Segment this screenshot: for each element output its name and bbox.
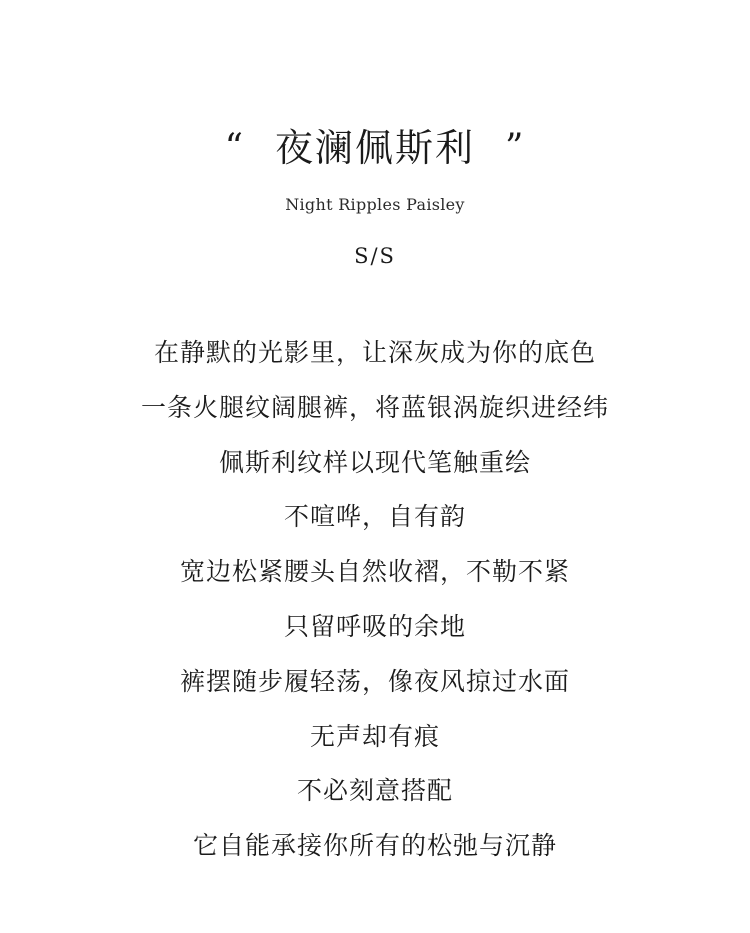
poem-line: 宽边松紧腰头自然收褶，不勒不紧 bbox=[179, 557, 570, 587]
poem-text bbox=[0, 332, 750, 880]
poem-line: 一条火腿纹阔腿裤，将蓝银涡旋织进经纬 bbox=[140, 392, 609, 422]
close-quote-mark: ” bbox=[505, 127, 526, 168]
poem-line: 在静默的光影里，让深灰成为你的底色 bbox=[153, 338, 596, 367]
poem-line: 不必刻意搭配 bbox=[296, 776, 453, 806]
poem-line: 无声却有痕 bbox=[309, 721, 440, 751]
product-title: 夜澜佩斯利 bbox=[274, 126, 475, 170]
poem-line: 裤摆随步履轻荡，像夜风掠过水面 bbox=[179, 666, 570, 696]
poem-line: 不喧哗，自有韵 bbox=[283, 502, 466, 532]
open-quote-mark: “ bbox=[224, 127, 245, 168]
season-label: S/S bbox=[354, 244, 396, 268]
title-row bbox=[0, 118, 750, 178]
poem-line: 它自能承接你所有的松弛与沉静 bbox=[192, 831, 557, 861]
poem-line: 只留呼吸的余地 bbox=[283, 611, 466, 641]
poem-line: 佩斯利纹样以现代笔触重绘 bbox=[218, 447, 531, 477]
product-subtitle: Night Ripples Paisley bbox=[285, 195, 465, 214]
